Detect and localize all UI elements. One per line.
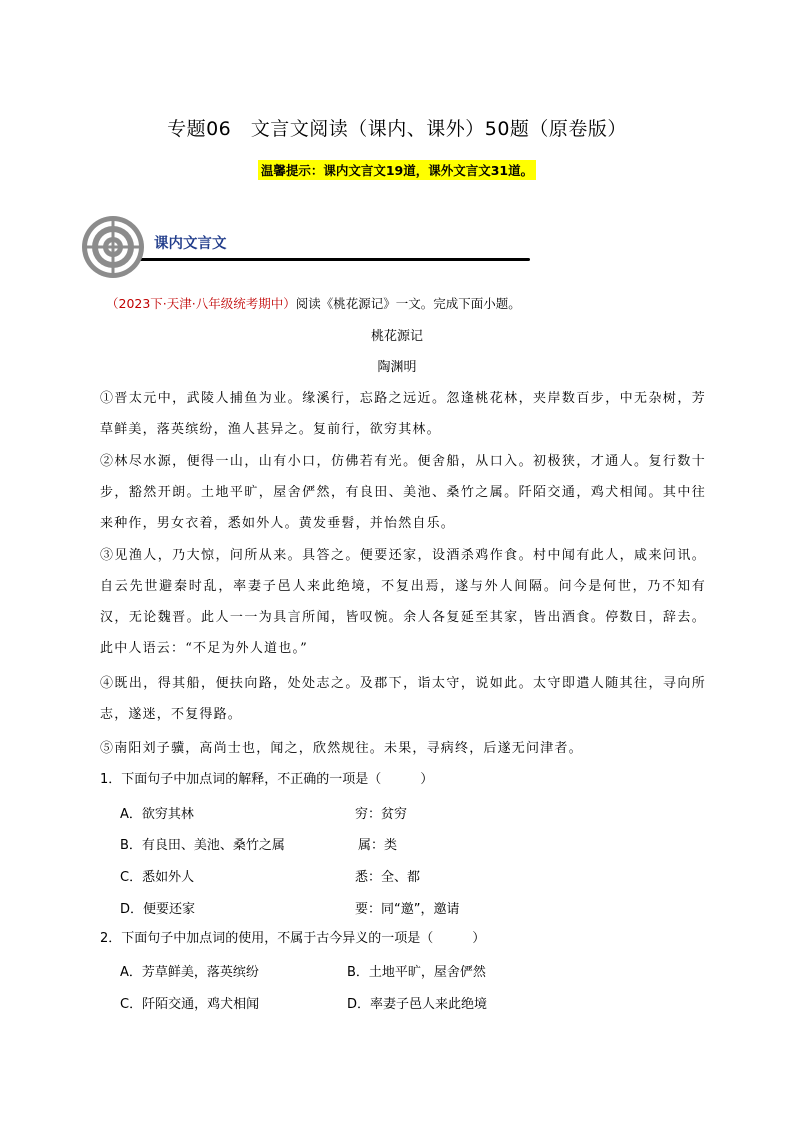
- passage-paragraph-4: ④既出，得其船，便扶向路，处处志之。及郡下，诣太守，说如此。太守即遣人随其往，寻向所志，遂迷，不复得路。: [100, 676, 706, 722]
- option-a-note: 穷：贫穷: [355, 807, 408, 822]
- question-instruction: 阅读《桃花源记》一文。完成下面小题。: [295, 296, 521, 311]
- option-a: A．芳草鲜美，落英缤纷: [120, 965, 259, 980]
- option-b: B．土地平旷，屋舍俨然: [347, 965, 486, 980]
- option-c: C．阡陌交通，鸡犬相闻: [120, 997, 260, 1012]
- section-divider: [90, 258, 530, 261]
- section-banner: [80, 214, 550, 276]
- tip-wrapper: [0, 160, 794, 180]
- question-intro: [106, 294, 521, 312]
- option-d-note: 要：同“邀”，邀请: [355, 902, 460, 917]
- option-c: C．悉如外人: [120, 870, 195, 885]
- target-icon: [80, 214, 146, 280]
- passage-title: 桃花源记: [370, 329, 423, 344]
- passage-paragraph-5: ⑤南阳刘子骥，高尚士也，闻之，欣然规往。未果，寻病终，后遂无问津者。: [100, 741, 583, 756]
- question-stem: 2．下面句子中加点词的使用，不属于古今异义的一项是（ ）: [100, 931, 486, 946]
- page-title: 专题06 文言文阅读（课内、课外）50题（原卷版）: [167, 118, 627, 140]
- passage-paragraph-3: ③见渔人，乃大惊，问所从来。具答之。便要还家，设酒杀鸡作食。村中闻有此人，咸来问讯。自云先世避秦时乱，率妻子邑人来此绝境，不复出焉，遂与外人间隔。问今是何世，乃不知有汉，无论魏晋。此人一一为具言所闻，皆叹惋。余人各复延至其家，皆出酒食。停数日，辞去。此中人语云：“不足为外人道也。”: [100, 548, 706, 656]
- section-title: 课内文言文: [154, 236, 227, 252]
- passage-paragraph-1: ①晋太元中，武陵人捕鱼为业。缘溪行，忘路之远近。忽逢桃花林，夹岸数百步，中无杂树，芳草鲜美，落英缤纷，渔人甚异之。复前行，欲穷其林。: [100, 391, 706, 437]
- question-source: （2023下·天津·八年级统考期中）: [106, 296, 296, 311]
- option-d: D．率妻子邑人来此绝境: [347, 997, 488, 1012]
- question-stem: 1．下面句子中加点词的解释，不正确的一项是（ ）: [100, 772, 434, 787]
- passage-author: 陶渊明: [377, 360, 417, 375]
- tip-banner: 温馨提示：课内文言文19道，课外文言文31道。: [258, 160, 536, 180]
- option-a: A．欲穷其林: [120, 807, 194, 822]
- option-b: B．有良田、美池、桑竹之属: [120, 838, 285, 853]
- option-d: D．便要还家: [120, 902, 196, 917]
- passage-paragraph-2: ②林尽水源，便得一山，山有小口，仿佛若有光。便舍船，从口入。初极狭，才通人。复行数十步，豁然开朗。土地平旷，屋舍俨然，有良田、美池、桑竹之属。阡陌交通，鸡犬相闻。其中往来种作，男女衣着，悉如外人。黄发垂髫，并怡然自乐。: [100, 454, 706, 531]
- option-b-note: 属：类: [358, 838, 398, 853]
- option-c-note: 悉：全、都: [355, 870, 421, 885]
